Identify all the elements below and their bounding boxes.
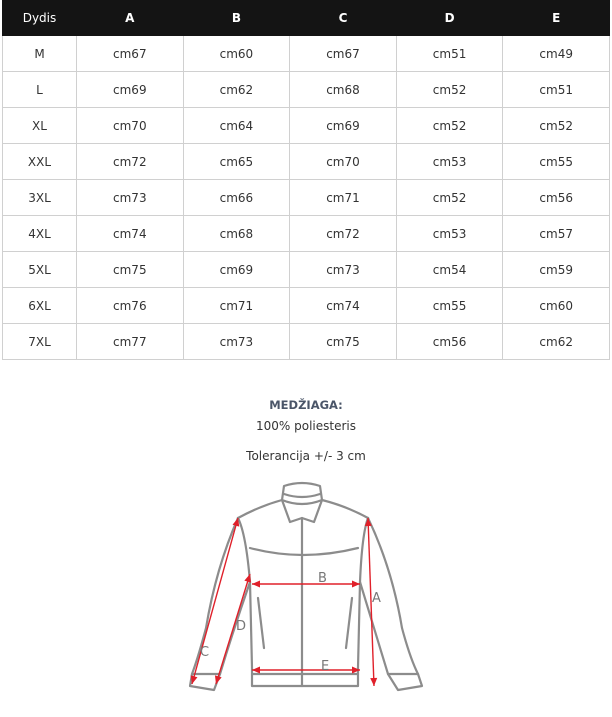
measurement-cell: cm52 (396, 180, 503, 216)
measurement-cell: cm60 (503, 288, 610, 324)
measurement-cell: cm51 (396, 36, 503, 72)
measurement-cell: cm51 (503, 72, 610, 108)
size-cell: XL (3, 108, 77, 144)
label-d: D (236, 619, 247, 634)
arrow-head (252, 667, 260, 674)
table-body (3, 36, 610, 360)
header-d: D (396, 1, 503, 36)
size-cell: 6XL (3, 288, 77, 324)
measurement-cell: cm62 (503, 324, 610, 360)
table-header-row (3, 1, 610, 36)
measurement-arrows (192, 518, 374, 686)
measurement-cell: cm70 (290, 144, 397, 180)
measurement-cell: cm66 (183, 180, 290, 216)
measurement-cell: cm65 (183, 144, 290, 180)
material-value: 100% poliesteris (256, 419, 356, 433)
jacket-measurement-diagram (180, 478, 440, 698)
measurement-cell: cm55 (396, 288, 503, 324)
table-row (3, 108, 610, 144)
measurement-cell: cm67 (77, 36, 184, 72)
size-cell: 3XL (3, 180, 77, 216)
table-row (3, 180, 610, 216)
measurement-cell: cm53 (396, 216, 503, 252)
arrow-head (244, 574, 251, 583)
measurement-cell: cm57 (503, 216, 610, 252)
measurement-cell: cm59 (503, 252, 610, 288)
header-e: E (503, 1, 610, 36)
measurement-cell: cm72 (290, 216, 397, 252)
measurement-cell: cm69 (183, 252, 290, 288)
measurement-cell: cm71 (183, 288, 290, 324)
material-label: MEDŽIAGA: (269, 398, 343, 412)
measurement-cell: cm60 (183, 36, 290, 72)
measurement-cell: cm68 (183, 216, 290, 252)
measurement-cell: cm73 (77, 180, 184, 216)
measurement-cell: cm74 (77, 216, 184, 252)
measurement-cell: cm52 (396, 108, 503, 144)
measurement-cell: cm64 (183, 108, 290, 144)
table-row (3, 324, 610, 360)
measurement-cell: cm52 (396, 72, 503, 108)
measurement-cell: cm74 (290, 288, 397, 324)
measurement-cell: cm49 (503, 36, 610, 72)
header-c: C (290, 1, 397, 36)
label-c: C (200, 645, 210, 660)
size-cell: 7XL (3, 324, 77, 360)
label-e: E (321, 659, 330, 674)
measurement-cell: cm76 (77, 288, 184, 324)
measurement-cell: cm53 (396, 144, 503, 180)
measurement-cell: cm73 (183, 324, 290, 360)
measurement-cell: cm71 (290, 180, 397, 216)
measurement-cell: cm77 (77, 324, 184, 360)
measurement-cell: cm75 (77, 252, 184, 288)
size-cell: XXL (3, 144, 77, 180)
size-cell: M (3, 36, 77, 72)
measurement-cell: cm70 (77, 108, 184, 144)
measurement-cell: cm67 (290, 36, 397, 72)
measurement-cell: cm54 (396, 252, 503, 288)
measurement-cell: cm72 (77, 144, 184, 180)
table-row (3, 288, 610, 324)
table-row (3, 72, 610, 108)
arrow-heads (191, 518, 378, 686)
measurement-cell: cm69 (77, 72, 184, 108)
measurement-cell: cm75 (290, 324, 397, 360)
arrow-head (215, 675, 222, 684)
table-row (3, 144, 610, 180)
measurement-cell: cm52 (503, 108, 610, 144)
label-b: B (318, 571, 327, 586)
size-cell: 4XL (3, 216, 77, 252)
measurement-cell: cm56 (396, 324, 503, 360)
header-size: Dydis (3, 1, 77, 36)
label-a: A (372, 591, 381, 606)
measurement-cell: cm73 (290, 252, 397, 288)
arrow-head (370, 678, 377, 686)
table-row (3, 252, 610, 288)
size-cell: L (3, 72, 77, 108)
measurement-cell: cm62 (183, 72, 290, 108)
measurement-cell: cm69 (290, 108, 397, 144)
tolerance-note: Tolerancija +/- 3 cm (246, 449, 366, 463)
size-cell: 5XL (3, 252, 77, 288)
table-row (3, 36, 610, 72)
measurement-cell: cm56 (503, 180, 610, 216)
measurement-cell: cm55 (503, 144, 610, 180)
jacket-outline (190, 483, 422, 690)
size-table (2, 0, 610, 360)
arrow-head (252, 581, 260, 588)
measurement-cell: cm68 (290, 72, 397, 108)
table-row (3, 216, 610, 252)
header-a: A (77, 1, 184, 36)
header-b: B (183, 1, 290, 36)
